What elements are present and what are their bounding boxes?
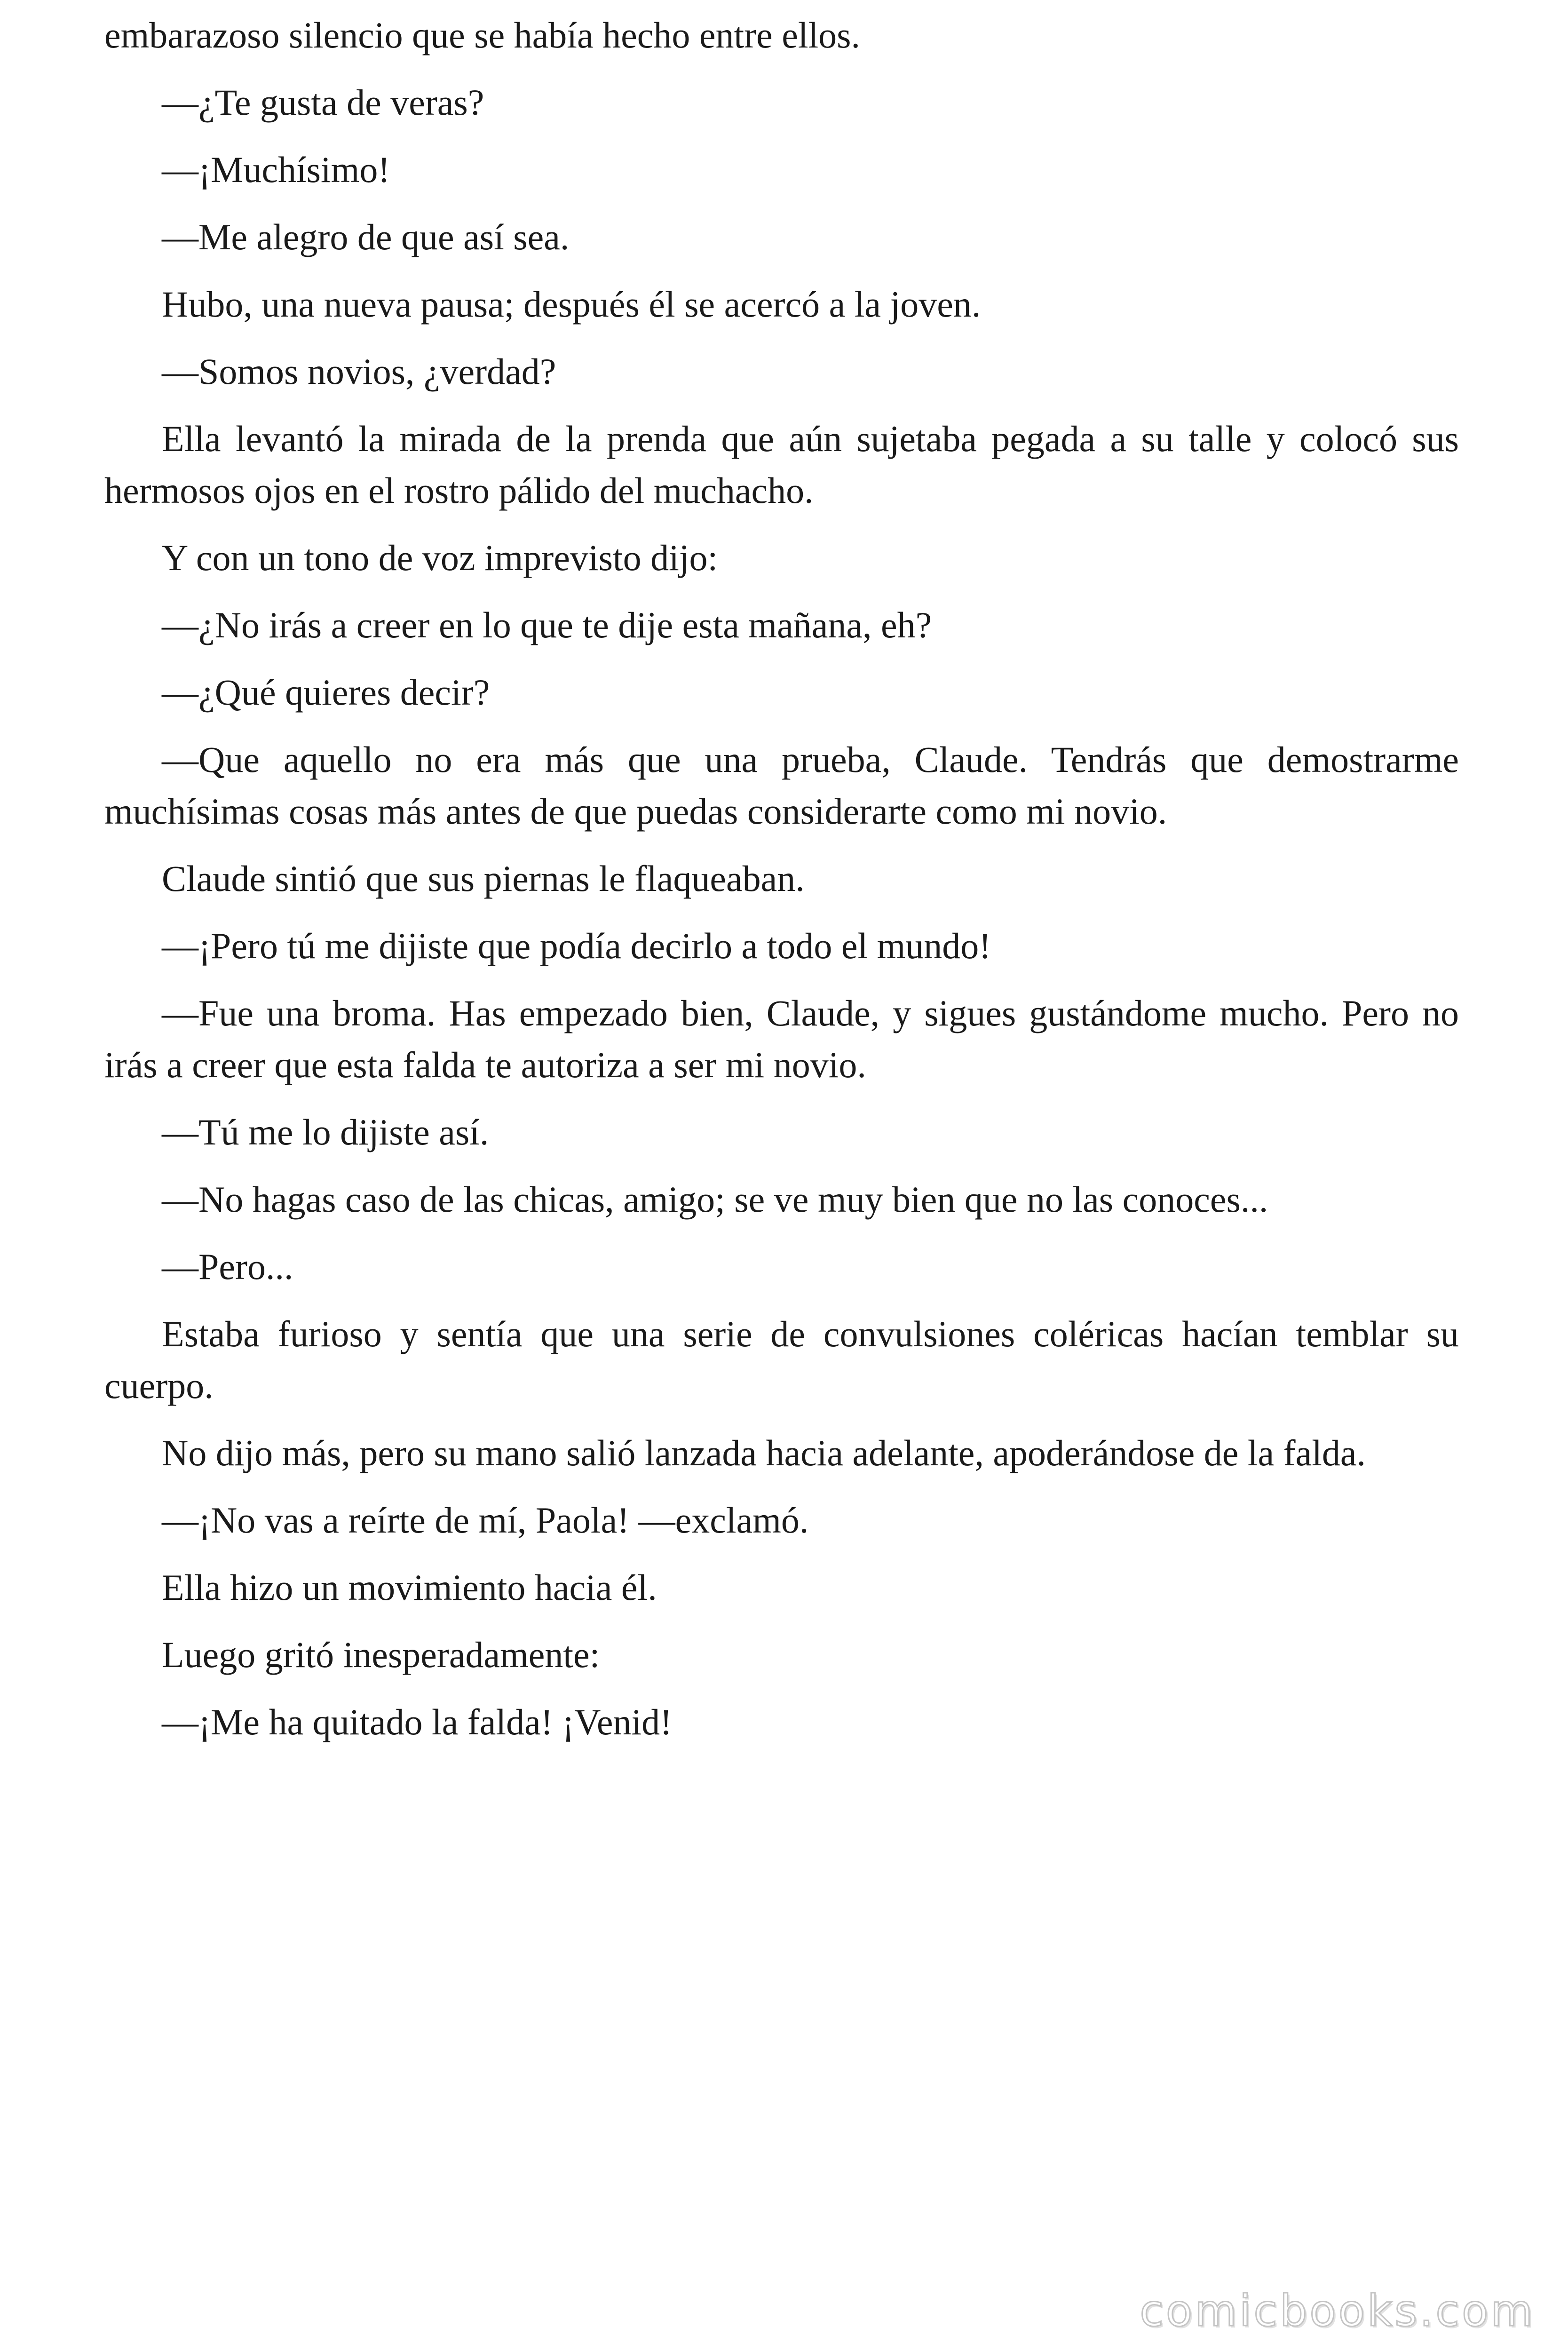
paragraph: —Tú me lo dijiste así. xyxy=(162,1112,489,1152)
paragraph: —¡Pero tú me dijiste que podía decirlo a todo el mundo! xyxy=(162,925,991,966)
paragraph: —Que aquello no era más que una prueba, Claude. Tendrás que demostrarme muchísimas cosas más antes de que puedas considerarte como mi novio. xyxy=(104,739,1459,832)
paragraph: Claude sintió que sus piernas le flaqueaban. xyxy=(162,858,805,899)
paragraph: No dijo más, pero su mano salió lanzada hacia adelante, apoderándose de la falda. xyxy=(162,1432,1366,1473)
paragraph: —¡Me ha quitado la falda! ¡Venid! xyxy=(162,1701,673,1742)
paragraph: —¿No irás a creer en lo que te dije esta mañana, eh? xyxy=(162,604,932,645)
paragraph: Luego gritó inesperadamente: xyxy=(162,1634,600,1675)
paragraph: Hubo, una nueva pausa; después él se acercó a la joven. xyxy=(162,284,981,325)
paragraph: —Fue una broma. Has empezado bien, Claude, y sigues gustándome mucho. Pero no irás a creer que esta falda te autoriza a ser mi novio. xyxy=(104,993,1459,1085)
paragraph: —No hagas caso de las chicas, amigo; se ve muy bien que no las conoces... xyxy=(162,1179,1268,1220)
paragraph: —Pero... xyxy=(162,1246,293,1287)
paragraph: embarazoso silencio que se había hecho entre ellos. xyxy=(104,15,861,56)
body-text xyxy=(104,9,1459,1764)
paragraph: Y con un tono de voz imprevisto dijo: xyxy=(162,537,718,578)
paragraph: Ella hizo un movimiento hacia él. xyxy=(162,1567,657,1608)
paragraph: Estaba furioso y sentía que una serie de convulsiones coléricas hacían temblar su cuerpo. xyxy=(104,1313,1459,1406)
paragraph: —Me alegro de que así sea. xyxy=(162,216,570,257)
paragraph: —Somos novios, ¿verdad? xyxy=(162,351,556,392)
paragraph: —¿Qué quieres decir? xyxy=(162,672,490,713)
paragraph: Ella levantó la mirada de la prenda que aún sujetaba pegada a su talle y colocó sus hermosos ojos en el rostro pálido del muchacho. xyxy=(104,418,1459,511)
paragraph: —¡Muchísimo! xyxy=(162,149,390,190)
site-watermark: comicbooks.com xyxy=(1140,2286,1535,2336)
paragraph: —¿Te gusta de veras? xyxy=(162,82,484,123)
paragraph: —¡No vas a reírte de mí, Paola! —exclamó. xyxy=(162,1500,809,1541)
